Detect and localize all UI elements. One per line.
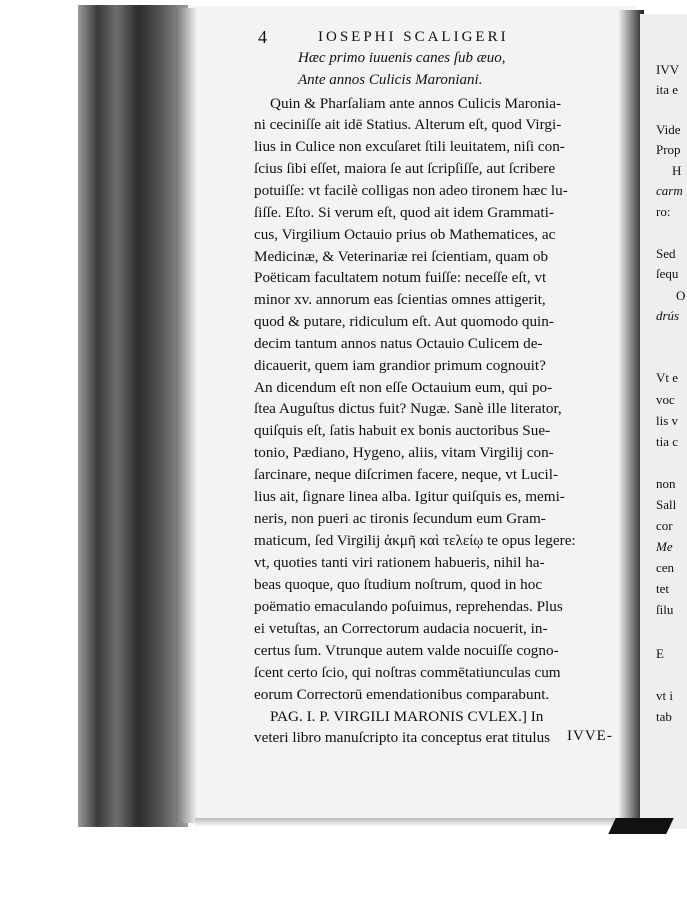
right-page-fragment: tab bbox=[656, 709, 672, 724]
right-page-fragment: IVV bbox=[656, 62, 680, 77]
text-line: ni ceciniſſe ait idē Statius. Alterum eſt, quod Virgi- bbox=[254, 116, 562, 133]
right-page-fragment: Me bbox=[656, 539, 673, 554]
right-page-fragment: Prop bbox=[656, 142, 681, 157]
text-line: Quin & Pharſaliam ante annos Culicis Maronia- bbox=[270, 95, 562, 112]
right-page-fragment: carm bbox=[656, 183, 683, 198]
text-line: PAG. I. P. VIRGILI MARONIS CVLEX.] In bbox=[270, 708, 544, 725]
page-bottom-edge bbox=[195, 818, 645, 827]
text-line: beas quoque, quo ſtudium noſtrum, quod in hoc bbox=[254, 576, 543, 593]
text-line: vt, quoties tanti viri rationem habueris, nihil ha- bbox=[254, 554, 545, 571]
text-line: potuiſſe: vt facilè colligas non adeo tironem hæc lu- bbox=[254, 182, 568, 199]
text-line: ſcent certo ſcio, qui noſtras commētatiunculas cum bbox=[254, 664, 561, 681]
right-page-fragment: non bbox=[656, 476, 676, 491]
right-page-fragment: O bbox=[676, 288, 686, 303]
right-page-fragment: Vide bbox=[656, 122, 681, 137]
text-line: dicauerit, quem iam grandior primum cognouit? bbox=[254, 357, 546, 374]
text-line: decim tantum annos natus Octauio Culicem de- bbox=[254, 335, 543, 352]
text-line: certus ſum. Vtrunque autem valde nocuiſſe cogno- bbox=[254, 642, 559, 659]
running-head: IOSEPHI SCALIGERI bbox=[318, 29, 509, 45]
right-page-fragment: vt i bbox=[656, 688, 673, 703]
right-page-fragment: ro: bbox=[656, 204, 671, 219]
right-page-fragment: Sall bbox=[656, 497, 677, 512]
right-page-fragment: ſequ bbox=[656, 266, 679, 281]
page-gutter bbox=[176, 8, 196, 823]
text-line: ei vetuſtas, an Correctorum audacia nocuerit, in- bbox=[254, 620, 548, 637]
text-line: ſiſſe. Eſto. Si verum eſt, quod ait idem Grammati- bbox=[254, 204, 554, 221]
text-line: Medicinæ, & Veterinariæ rei ſcientiam, quam ob bbox=[254, 248, 549, 265]
right-page-fragment: Sed bbox=[656, 246, 676, 261]
text-line: ſarcinare, neque diſcrimen facere, neque, vt Lucil- bbox=[254, 466, 559, 483]
text-line: cus, Virgilium Octauio prius ob Mathematices, ac bbox=[254, 226, 556, 243]
text-line: neris, non pueri ac tironis ſecundum eum Gram- bbox=[254, 510, 546, 527]
text-line: quod & putare, ridiculum eſt. Aut quomodo quin- bbox=[254, 313, 554, 330]
text-line: minor xv. annorum eas ſcientias omnes attigerit, bbox=[254, 291, 546, 308]
right-page-fragment: drús bbox=[656, 308, 680, 323]
right-page-fragment: tia c bbox=[656, 434, 679, 449]
text-line: lius in Culice non excuſaret ſtili leuitatem, niſi con- bbox=[254, 138, 565, 155]
verse-line: Hæc primo iuuenis canes ſub æuo, bbox=[298, 50, 506, 66]
page-header bbox=[258, 27, 638, 47]
right-page-fragment: tet bbox=[656, 581, 669, 596]
right-page-fragment: cor bbox=[656, 518, 673, 533]
text-line: poëmatio emaculando poſuimus, reprehendas. Plus bbox=[254, 598, 563, 615]
right-page-fragment: voc bbox=[656, 392, 675, 407]
catchword: IVVE- bbox=[567, 728, 613, 744]
text-line: ſcius ſibi eſſet, maiora ſe aut ſcripſiſſe, aut ſcribere bbox=[254, 160, 556, 177]
right-page-fragment: E bbox=[656, 646, 664, 661]
right-page-fragment: cen bbox=[656, 560, 675, 575]
right-page-fragment: Vt e bbox=[656, 370, 679, 385]
text-line: eorum Correctorū emendationibus comparabunt. bbox=[254, 686, 550, 703]
text-line: veteri libro manuſcripto ita conceptus erat titulus bbox=[254, 729, 551, 746]
right-page-fragment: ſilu bbox=[656, 602, 674, 617]
right-page-fragment: ita e bbox=[656, 82, 679, 97]
right-page-fragment: H bbox=[672, 163, 682, 178]
text-line: Poëticam facultatem notum fuiſſe: neceſſe eſt, vt bbox=[254, 269, 547, 286]
book-clip bbox=[608, 818, 673, 834]
verse-line: Ante annos Culicis Maroniani. bbox=[298, 72, 483, 88]
text-line: lius ait, ſignare linea alba. Igitur quiſquis es, memi- bbox=[254, 488, 565, 505]
text-line: maticum, ſed Virgilij ἀκμῆ καὶ τελείῳ te opus legere: bbox=[254, 532, 576, 549]
book-spine bbox=[78, 5, 188, 827]
page-number: 4 bbox=[258, 27, 267, 47]
text-line: ſtea Auguſtus dictus fuit? Nugæ. Sanè ille literator, bbox=[254, 400, 562, 417]
text-line: quiſquis eſt, ſatis habuit ex bonis auctoribus Sue- bbox=[254, 422, 551, 439]
text-line: tonio, Pædiano, Hygeno, aliis, vitam Virgilij con- bbox=[254, 444, 554, 461]
right-page-fragment: lis v bbox=[656, 413, 679, 428]
text-line: An dicendum eſt non eſſe Octauium eum, qui po- bbox=[254, 379, 553, 396]
